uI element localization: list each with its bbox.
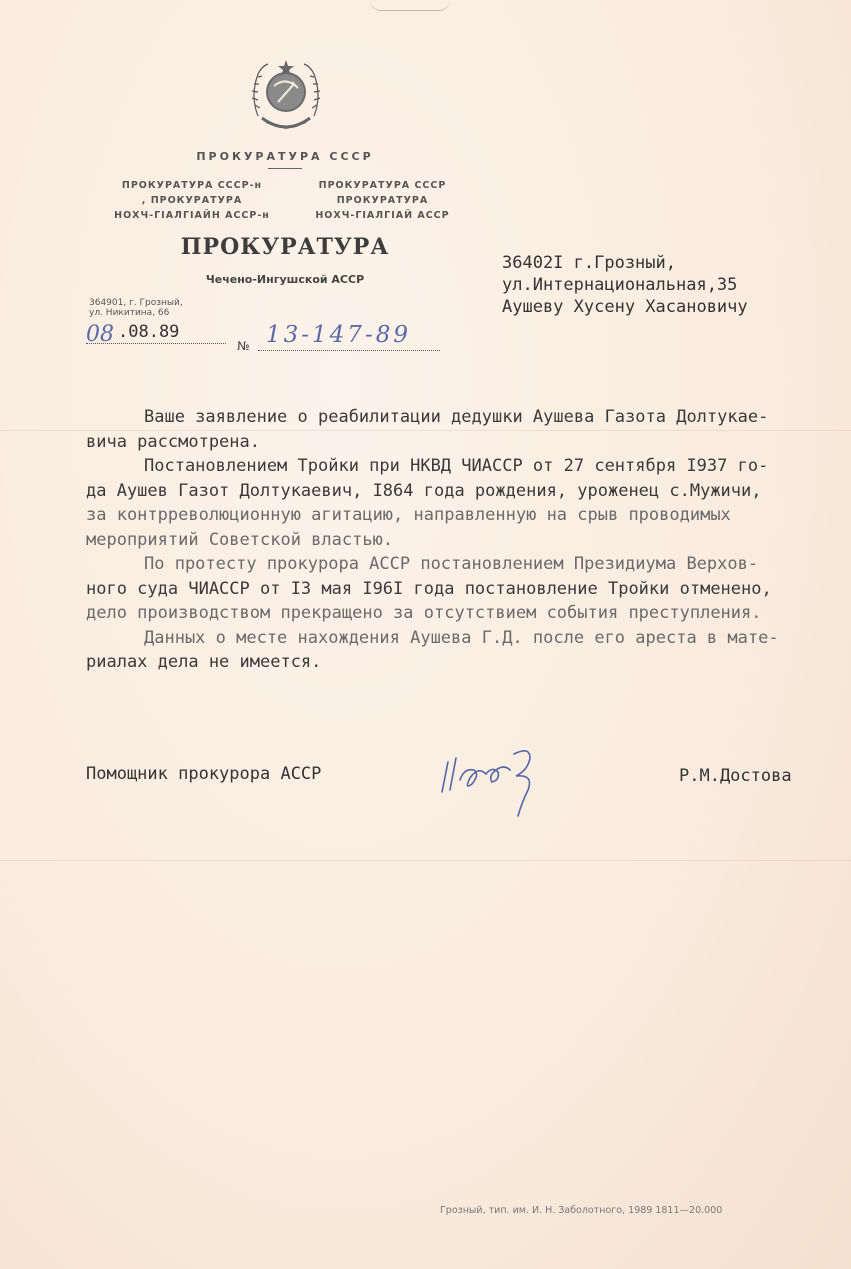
header-main: ПРОКУРАТУРА СССР: [196, 150, 374, 163]
header-right-column: [290, 178, 475, 223]
letter-body: [86, 405, 826, 675]
body-line: По протесту прокурора АССР постановлением Президиума Верхов-: [144, 554, 759, 574]
number-dotted-line: [258, 350, 440, 351]
handwritten-signature-icon: [430, 740, 570, 820]
printer-imprint: Грозный, тип. им. И. Н. Заболотного, 1989 1811—20.000: [440, 1205, 723, 1216]
body-line: да Аушев Газот Долтукаевич, I864 года рождения, уроженец с.Мужичи,: [86, 480, 762, 501]
header-right-line: ПРОКУРАТУРА СССР: [318, 180, 447, 191]
recipient-line: 36402I г.Грозный,: [502, 253, 676, 273]
signatory-position: Помощник прокурора АССР: [86, 764, 322, 784]
body-line: за контрреволюционную агитацию, направленную на срыв проводимых: [86, 505, 731, 525]
body-line: мероприятий Советской властью.: [86, 529, 394, 550]
recipient-block: [502, 252, 748, 318]
body-line: Ваше заявление о реабилитации дедушки Аушева Газота Долтукае-: [144, 407, 769, 427]
header-left-line: , ПРОКУРАТУРА: [141, 195, 243, 206]
number-handwritten: 13-147-89: [266, 322, 411, 348]
header-rule: [268, 168, 302, 169]
date-dotted-line: [86, 343, 226, 344]
body-line: риалах дела не имеется.: [86, 652, 322, 672]
recipient-line: ул.Интернациональная,35: [502, 275, 738, 295]
body-line: ного суда ЧИАССР от I3 мая I96I года постановление Тройки отменено,: [86, 578, 772, 599]
body-line: Данных о месте нахождения Аушева Г.Д. после его ареста в мате-: [144, 627, 779, 648]
date-handwritten-day: 08: [86, 322, 114, 347]
ussr-emblem-icon: [248, 56, 324, 138]
fold-crease: [0, 860, 851, 861]
body-line: Постановлением Тройки при НКВД ЧИАССР от 27 сентября I937 го-: [144, 456, 769, 476]
header-right-line: НОХЧ-ГIАЛГIАЙ АССР: [315, 210, 450, 221]
office-title: ПРОКУРАТУРА: [180, 234, 390, 260]
header-right-line: ПРОКУРАТУРА: [336, 195, 429, 206]
header-left-line: НОХЧ-ГIАЛГIАЙН АССР-н: [114, 210, 270, 221]
office-subtitle: Чечено-Ингушской АССР: [205, 273, 365, 286]
body-line: вича рассмотрена.: [86, 431, 260, 452]
paper-fold-mark: [370, 0, 450, 11]
office-address: [89, 298, 183, 318]
office-address-line: 364901, г. Грозный,: [89, 298, 183, 308]
recipient-line: Аушеву Хусену Хасановичу: [502, 297, 748, 317]
office-address-line: ул. Никитина, 66: [89, 308, 170, 318]
number-label: №: [237, 339, 250, 353]
body-line: дело производством прекращено за отсутствием события преступления.: [86, 603, 762, 623]
signatory-name: Р.М.Достова: [679, 766, 792, 786]
date-typed: .08.89: [118, 322, 180, 342]
header-left-column: [92, 178, 292, 223]
header-left-line: ПРОКУРАТУРА СССР-н: [121, 180, 263, 191]
